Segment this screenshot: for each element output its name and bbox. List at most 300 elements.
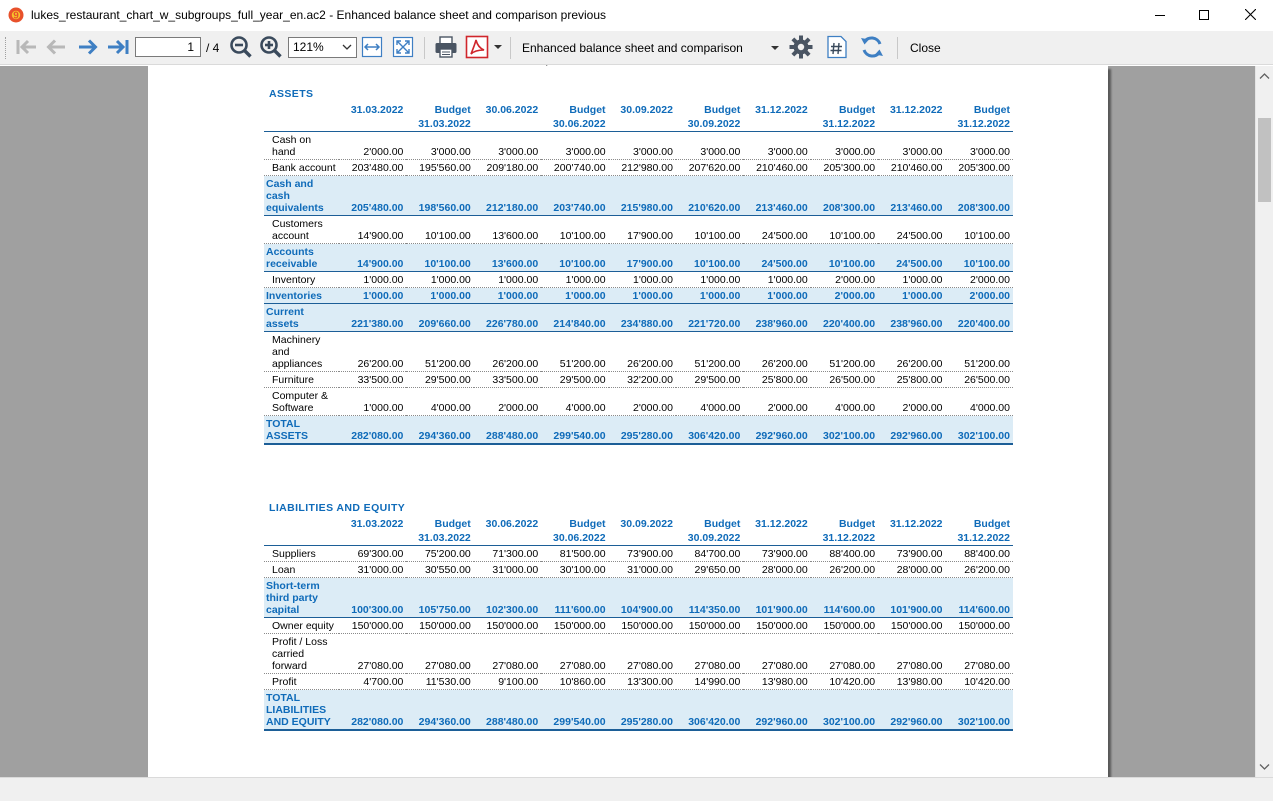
amount-cell: 14'990.00 xyxy=(694,676,741,688)
amount-cell: 292'960.00 xyxy=(890,716,943,728)
row-label: Suppliers xyxy=(272,548,316,560)
amount-cell: 13'600.00 xyxy=(492,230,539,242)
amount-cell: 200'740.00 xyxy=(553,162,606,174)
row-label: Inventory xyxy=(272,274,316,286)
amount-cell: 10'100.00 xyxy=(694,230,741,242)
amount-cell: 31'000.00 xyxy=(357,564,404,576)
amount-cell: 1'000.00 xyxy=(565,274,606,286)
amount-cell: 32'200.00 xyxy=(627,374,673,386)
amount-cell: 17'900.00 xyxy=(626,258,673,270)
row-label: Short-term third party capital xyxy=(266,580,320,616)
report-name: Enhanced balance sheet and comparison xyxy=(522,41,743,55)
amount-cell: 13'980.00 xyxy=(761,676,808,688)
amount-cell: 299'540.00 xyxy=(553,716,606,728)
amount-cell: 1'000.00 xyxy=(363,402,404,414)
amount-cell: 10'100.00 xyxy=(964,230,1010,242)
amount-cell: 150'000.00 xyxy=(688,620,741,632)
liabilities-table xyxy=(264,517,1013,731)
amount-cell: 150'000.00 xyxy=(823,620,876,632)
amount-cell: 25'800.00 xyxy=(761,374,808,386)
amount-cell: 203'740.00 xyxy=(553,202,606,214)
amount-cell: 208'300.00 xyxy=(822,202,876,214)
amount-cell: 104'900.00 xyxy=(620,604,673,616)
pdf-export-icon xyxy=(465,35,489,62)
assets-table xyxy=(264,103,1013,445)
amount-cell: 27'080.00 xyxy=(694,660,741,672)
account-row xyxy=(264,272,1013,288)
close-window-button[interactable] xyxy=(1227,0,1273,31)
amount-cell: 111'600.00 xyxy=(554,604,606,616)
amount-cell: 302'100.00 xyxy=(822,430,876,442)
amount-cell: 51'200.00 xyxy=(424,358,471,370)
amount-cell: 27'080.00 xyxy=(964,660,1010,672)
amount-cell: 26'500.00 xyxy=(829,374,876,386)
amount-cell: 212'980.00 xyxy=(621,162,673,174)
amount-cell: 88'400.00 xyxy=(829,548,876,560)
amount-cell: 3'000.00 xyxy=(498,146,539,158)
amount-cell: 1'000.00 xyxy=(767,290,808,302)
amount-cell: 1'000.00 xyxy=(700,274,741,286)
amount-cell: 1'000.00 xyxy=(363,274,404,286)
amount-cell: 234'880.00 xyxy=(620,318,673,330)
banana-app-icon xyxy=(8,7,24,23)
amount-cell: 288'480.00 xyxy=(486,716,539,728)
amount-cell: 1'000.00 xyxy=(362,290,404,302)
amount-cell: 29'500.00 xyxy=(559,374,606,386)
amount-cell: 299'540.00 xyxy=(553,430,606,442)
amount-cell: 26'500.00 xyxy=(964,374,1010,386)
amount-cell: 150'000.00 xyxy=(419,620,471,632)
amount-cell: 214'840.00 xyxy=(553,318,606,330)
amount-cell: 4'000.00 xyxy=(565,402,606,414)
previous-page-button[interactable] xyxy=(43,35,69,61)
amount-cell: 10'100.00 xyxy=(829,230,876,242)
column-header: Budget 30.09.2022 xyxy=(687,518,741,544)
amount-cell: 101'900.00 xyxy=(890,604,943,616)
previous-page-icon xyxy=(45,37,67,60)
amount-cell: 3'000.00 xyxy=(902,146,943,158)
amount-cell: 10'100.00 xyxy=(424,230,471,242)
amount-cell: 1'000.00 xyxy=(497,290,539,302)
amount-cell: 220'400.00 xyxy=(957,318,1010,330)
amount-cell: 9'100.00 xyxy=(498,676,539,688)
settings-gear-icon xyxy=(789,35,813,62)
amount-cell: 10'100.00 xyxy=(559,230,606,242)
amount-cell: 295'280.00 xyxy=(620,716,673,728)
amount-cell: 210'460.00 xyxy=(756,162,808,174)
amount-cell: 238'960.00 xyxy=(890,318,943,330)
row-label: Loan xyxy=(272,564,296,576)
first-page-icon xyxy=(16,37,38,60)
amount-cell: 33'500.00 xyxy=(357,374,404,386)
amount-cell: 28'000.00 xyxy=(896,564,943,576)
zoom-in-button[interactable] xyxy=(258,35,284,61)
account-row xyxy=(264,674,1013,690)
amount-cell: 3'000.00 xyxy=(767,146,808,158)
amount-cell: 73'900.00 xyxy=(896,548,943,560)
refresh-icon xyxy=(859,34,885,63)
fit-page-icon xyxy=(392,36,414,61)
amount-cell: 27'080.00 xyxy=(627,660,673,672)
amount-cell: 302'100.00 xyxy=(957,430,1010,442)
amount-cell: 207'620.00 xyxy=(688,162,741,174)
amount-cell: 150'000.00 xyxy=(958,620,1010,632)
amount-cell: 2'000.00 xyxy=(834,290,876,302)
amount-cell: 13'600.00 xyxy=(491,258,539,270)
column-header: Budget 30.09.2022 xyxy=(687,104,741,130)
print-button[interactable] xyxy=(432,35,460,61)
row-label: TOTAL ASSETS xyxy=(266,418,309,442)
toolbar xyxy=(0,31,1273,65)
amount-cell: 10'420.00 xyxy=(829,676,876,688)
column-header: Budget 31.12.2022 xyxy=(822,104,876,130)
amount-cell: 282'080.00 xyxy=(351,430,404,442)
scroll-down-icon[interactable] xyxy=(1259,760,1270,774)
maximize-icon xyxy=(1199,9,1209,23)
vertical-scrollbar[interactable] xyxy=(1255,66,1273,777)
group-total-row xyxy=(264,288,1013,304)
amount-cell: 282'080.00 xyxy=(351,716,404,728)
amount-cell: 205'300.00 xyxy=(823,162,876,174)
row-label: Computer & Software xyxy=(272,390,329,414)
amount-cell: 10'100.00 xyxy=(828,258,876,270)
account-row xyxy=(264,132,1013,160)
amount-cell: 198'560.00 xyxy=(418,202,471,214)
amount-cell: 100'300.00 xyxy=(351,604,404,616)
amount-cell: 4'700.00 xyxy=(363,676,404,688)
column-header: Budget 31.03.2022 xyxy=(418,104,471,130)
amount-cell: 292'960.00 xyxy=(755,716,808,728)
column-header: 30.09.2022 xyxy=(620,518,673,530)
toolbar-separator xyxy=(510,37,511,59)
page-number-input[interactable]: 1 xyxy=(135,37,201,57)
amount-cell: 302'100.00 xyxy=(822,716,876,728)
zoom-in-icon xyxy=(259,35,283,62)
refresh-button[interactable] xyxy=(858,35,886,61)
amount-cell: 205'300.00 xyxy=(958,162,1010,174)
amount-cell: 2'000.00 xyxy=(835,274,876,286)
amount-cell: 10'860.00 xyxy=(559,676,606,688)
window-title: lukes_restaurant_chart_w_subgroups_full_year_en.ac2 - Enhanced balance sheet and comparison previous xyxy=(31,8,607,22)
amount-cell: 1'000.00 xyxy=(430,274,471,286)
amount-cell: 3'000.00 xyxy=(970,146,1010,158)
account-row xyxy=(264,618,1013,634)
svg-text:9: 9 xyxy=(13,10,19,22)
amount-cell: 10'100.00 xyxy=(424,258,471,270)
amount-cell: 26'200.00 xyxy=(627,358,673,370)
amount-cell: 75'200.00 xyxy=(424,548,471,560)
amount-cell: 114'350.00 xyxy=(688,604,741,616)
amount-cell: 3'000.00 xyxy=(835,146,876,158)
amount-cell: 73'900.00 xyxy=(627,548,673,560)
amount-cell: 14'900.00 xyxy=(357,258,404,270)
amount-cell: 150'000.00 xyxy=(890,620,943,632)
account-row xyxy=(264,546,1013,562)
amount-cell: 11'530.00 xyxy=(425,676,471,688)
amount-cell: 1'000.00 xyxy=(498,274,539,286)
page-number-icon xyxy=(826,35,848,62)
amount-cell: 73'900.00 xyxy=(761,548,808,560)
amount-cell: 26'200.00 xyxy=(829,564,876,576)
amount-cell: 294'360.00 xyxy=(418,716,471,728)
last-page-button[interactable] xyxy=(105,35,131,61)
amount-cell: 150'000.00 xyxy=(486,620,539,632)
amount-cell: 302'100.00 xyxy=(957,716,1010,728)
print-icon xyxy=(434,36,458,61)
amount-cell: 2'000.00 xyxy=(969,290,1010,302)
amount-cell: 306'420.00 xyxy=(688,430,741,442)
amount-cell: 1'000.00 xyxy=(767,274,808,286)
row-label: Cash and cash equivalents xyxy=(266,178,324,214)
fit-width-button[interactable] xyxy=(360,35,384,61)
page-total-label: / 4 xyxy=(206,41,220,55)
header-blank-cell xyxy=(264,103,339,132)
amount-cell: 27'080.00 xyxy=(559,660,606,672)
amount-cell: 26'200.00 xyxy=(896,358,943,370)
amount-cell: 24'500.00 xyxy=(896,230,943,242)
amount-cell: 210'620.00 xyxy=(688,202,741,214)
zoom-out-button[interactable] xyxy=(228,35,254,61)
account-row xyxy=(264,562,1013,578)
amount-cell: 1'000.00 xyxy=(632,290,673,302)
amount-cell: 51'200.00 xyxy=(829,358,876,370)
amount-cell: 28'000.00 xyxy=(761,564,808,576)
account-row xyxy=(264,160,1013,176)
amount-cell: 13'980.00 xyxy=(896,676,943,688)
column-header: 30.06.2022 xyxy=(485,104,539,116)
account-row xyxy=(264,388,1013,416)
amount-cell: 31'000.00 xyxy=(627,564,673,576)
amount-cell: 2'000.00 xyxy=(902,402,943,414)
amount-cell: 10'100.00 xyxy=(559,258,606,270)
column-header: Budget 30.06.2022 xyxy=(553,104,606,130)
amount-cell: 150'000.00 xyxy=(351,620,404,632)
account-row xyxy=(264,332,1013,372)
column-header: 31.03.2022 xyxy=(350,104,404,116)
amount-cell: 1'000.00 xyxy=(565,290,606,302)
toolbar-grip[interactable] xyxy=(5,37,8,59)
amount-cell: 1'000.00 xyxy=(632,274,673,286)
amount-cell: 203'480.00 xyxy=(351,162,404,174)
export-menu-dropdown[interactable] xyxy=(492,35,504,61)
amount-cell: 105'750.00 xyxy=(418,604,471,616)
amount-cell: 220'400.00 xyxy=(822,318,876,330)
close-button[interactable]: Close xyxy=(910,41,941,55)
first-page-button[interactable] xyxy=(14,35,40,61)
zoom-out-icon xyxy=(229,35,253,62)
amount-cell: 10'420.00 xyxy=(964,676,1010,688)
amount-cell: 29'500.00 xyxy=(694,374,741,386)
amount-cell: 292'960.00 xyxy=(890,430,943,442)
account-row xyxy=(264,216,1013,244)
amount-cell: 294'360.00 xyxy=(418,430,471,442)
amount-cell: 88'400.00 xyxy=(964,548,1010,560)
amount-cell: 30'550.00 xyxy=(424,564,471,576)
account-row xyxy=(264,634,1013,674)
toolbar-separator xyxy=(897,37,898,59)
amount-cell: 30'100.00 xyxy=(559,564,606,576)
minimize-button[interactable] xyxy=(1137,0,1183,31)
row-label: Current assets xyxy=(266,306,304,330)
row-label: Accounts receivable xyxy=(266,246,318,270)
amount-cell: 150'000.00 xyxy=(756,620,808,632)
amount-cell: 2'000.00 xyxy=(498,402,539,414)
page-number-button[interactable] xyxy=(824,35,850,61)
column-header: Budget 31.12.2022 xyxy=(822,518,876,544)
scrollbar-thumb[interactable] xyxy=(1258,118,1271,202)
row-label: Profit / Loss carried forward xyxy=(272,636,328,672)
fit-page-button[interactable] xyxy=(391,35,415,61)
amount-cell: 1'000.00 xyxy=(430,290,471,302)
scroll-up-icon[interactable] xyxy=(1259,69,1270,83)
amount-cell: 27'080.00 xyxy=(424,660,471,672)
column-header: 31.12.2022 xyxy=(889,104,943,116)
title-bar xyxy=(0,0,1273,31)
amount-cell: 2'000.00 xyxy=(632,402,673,414)
close-icon xyxy=(1245,9,1256,23)
row-label: Customers account xyxy=(272,218,323,242)
group-total-row xyxy=(264,176,1013,216)
header-blank-cell xyxy=(264,517,339,546)
amount-cell: 101'900.00 xyxy=(755,604,808,616)
account-row xyxy=(264,372,1013,388)
print-preview-area[interactable] xyxy=(0,66,1255,777)
group-total-row xyxy=(264,416,1013,445)
column-header: 31.12.2022 xyxy=(755,104,808,116)
chevron-down-icon xyxy=(341,39,353,61)
amount-cell: 295'280.00 xyxy=(620,430,673,442)
amount-cell: 1'000.00 xyxy=(902,290,943,302)
amount-cell: 3'000.00 xyxy=(632,146,673,158)
column-header: 30.06.2022 xyxy=(485,518,539,530)
amount-cell: 26'200.00 xyxy=(492,358,539,370)
amount-cell: 29'500.00 xyxy=(424,374,471,386)
amount-cell: 221'380.00 xyxy=(351,318,404,330)
group-total-row xyxy=(264,304,1013,332)
column-header: Budget 31.12.2022 xyxy=(957,104,1010,130)
amount-cell: 2'000.00 xyxy=(767,402,808,414)
table-header-row xyxy=(264,103,1013,132)
settings-button[interactable] xyxy=(787,35,815,61)
amount-cell: 215'980.00 xyxy=(620,202,673,214)
chevron-down-icon xyxy=(493,41,503,55)
column-header: Budget 31.12.2022 xyxy=(957,518,1010,544)
amount-cell: 209'180.00 xyxy=(486,162,539,174)
report-page xyxy=(148,66,1108,777)
amount-cell: 3'000.00 xyxy=(565,146,606,158)
row-label: Furniture xyxy=(272,374,315,386)
amount-cell: 209'660.00 xyxy=(418,318,471,330)
amount-cell: 150'000.00 xyxy=(621,620,673,632)
zoom-select[interactable] xyxy=(288,37,357,58)
amount-cell: 212'180.00 xyxy=(486,202,539,214)
amount-cell: 195'560.00 xyxy=(419,162,471,174)
amount-cell: 26'200.00 xyxy=(357,358,404,370)
fit-width-icon xyxy=(361,36,383,61)
amount-cell: 27'080.00 xyxy=(829,660,876,672)
amount-cell: 208'300.00 xyxy=(957,202,1010,214)
amount-cell: 27'080.00 xyxy=(896,660,943,672)
amount-cell: 3'000.00 xyxy=(700,146,741,158)
amount-cell: 24'500.00 xyxy=(896,258,943,270)
last-page-icon xyxy=(107,37,129,60)
amount-cell: 2'000.00 xyxy=(363,146,404,158)
column-header: 31.12.2022 xyxy=(755,518,808,530)
amount-cell: 150'000.00 xyxy=(553,620,606,632)
table-header-row xyxy=(264,517,1013,546)
group-total-row xyxy=(264,690,1013,731)
row-label: Cash on hand xyxy=(272,134,312,158)
amount-cell: 24'500.00 xyxy=(761,230,808,242)
row-label: Profit xyxy=(272,676,297,688)
amount-cell: 26'200.00 xyxy=(964,564,1010,576)
amount-cell: 4'000.00 xyxy=(970,402,1010,414)
column-header: 31.03.2022 xyxy=(350,518,404,530)
row-label: Machinery and appliances xyxy=(272,334,323,370)
amount-cell: 226'780.00 xyxy=(486,318,539,330)
amount-cell: 71'300.00 xyxy=(492,548,539,560)
amount-cell: 27'080.00 xyxy=(761,660,808,672)
amount-cell: 51'200.00 xyxy=(964,358,1010,370)
amount-cell: 1'000.00 xyxy=(902,274,943,286)
next-page-icon xyxy=(77,37,99,60)
amount-cell: 114'600.00 xyxy=(958,604,1010,616)
minimize-icon xyxy=(1155,9,1165,23)
amount-cell: 84'700.00 xyxy=(694,548,741,560)
row-label: Inventories xyxy=(266,290,323,302)
row-label: Bank account xyxy=(272,162,336,174)
amount-cell: 29'650.00 xyxy=(694,564,741,576)
amount-cell: 205'480.00 xyxy=(351,202,404,214)
group-total-row xyxy=(264,578,1013,618)
amount-cell: 24'500.00 xyxy=(761,258,808,270)
toolbar-separator xyxy=(424,37,425,59)
next-page-button[interactable] xyxy=(75,35,101,61)
status-bar xyxy=(0,777,1273,801)
amount-cell: 221'720.00 xyxy=(688,318,741,330)
amount-cell: 33'500.00 xyxy=(492,374,539,386)
amount-cell: 10'100.00 xyxy=(694,258,741,270)
amount-cell: 27'080.00 xyxy=(357,660,404,672)
amount-cell: 69'300.00 xyxy=(357,548,404,560)
amount-cell: 51'200.00 xyxy=(694,358,741,370)
amount-cell: 10'100.00 xyxy=(963,258,1010,270)
amount-cell: 4'000.00 xyxy=(835,402,876,414)
zoom-value: 121% xyxy=(293,40,324,54)
amount-cell: 4'000.00 xyxy=(430,402,471,414)
chevron-down-icon xyxy=(770,38,780,65)
report-select[interactable] xyxy=(516,37,782,59)
pdf-export-button[interactable] xyxy=(463,35,491,61)
amount-cell: 81'500.00 xyxy=(559,548,606,560)
row-label: Owner equity xyxy=(272,620,334,632)
column-header: Budget 30.06.2022 xyxy=(553,518,606,544)
amount-cell: 51'200.00 xyxy=(559,358,606,370)
amount-cell: 17'900.00 xyxy=(627,230,673,242)
amount-cell: 13'300.00 xyxy=(627,676,673,688)
amount-cell: 292'960.00 xyxy=(755,430,808,442)
group-total-row xyxy=(264,244,1013,272)
amount-cell: 26'200.00 xyxy=(761,358,808,370)
amount-cell: 27'080.00 xyxy=(492,660,539,672)
column-header: Budget 31.03.2022 xyxy=(418,518,471,544)
amount-cell: 2'000.00 xyxy=(970,274,1010,286)
column-header: 31.12.2022 xyxy=(889,518,943,530)
maximize-button[interactable] xyxy=(1181,0,1227,31)
amount-cell: 14'900.00 xyxy=(357,230,404,242)
row-label: TOTAL LIABILITIES AND EQUITY xyxy=(266,692,331,728)
amount-cell: 114'600.00 xyxy=(823,604,876,616)
